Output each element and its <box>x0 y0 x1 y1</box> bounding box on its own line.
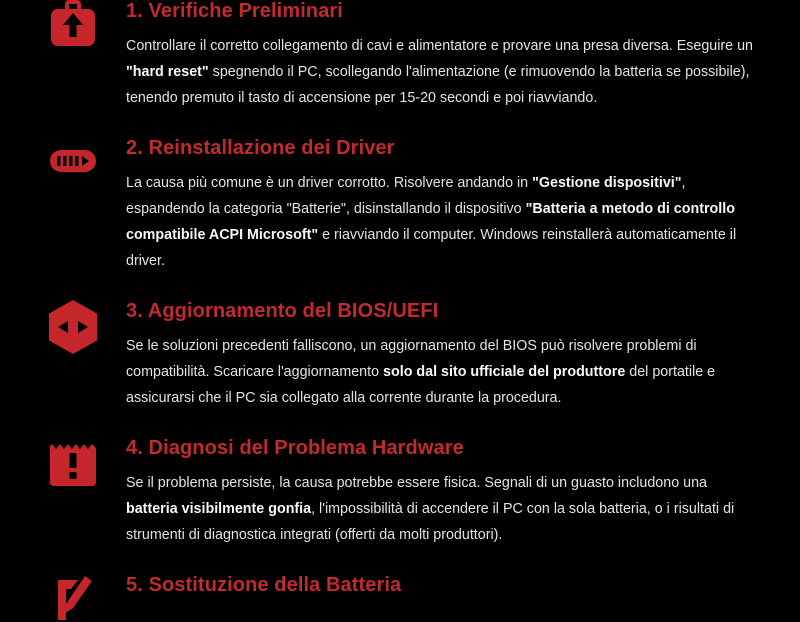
body-line <box>126 496 762 522</box>
section-verifiche-preliminari <box>47 0 800 111</box>
body-line <box>126 85 762 111</box>
chip-hexagon-icon-svg <box>48 300 98 354</box>
bold-text-run: "hard reset" <box>126 64 209 80</box>
section-body <box>126 170 762 274</box>
toolbox-up-arrow-icon-svg <box>50 0 96 46</box>
text-run: , l'impossibilità di accendere il PC con la sola batteria, o i risultati di <box>311 501 735 517</box>
text-run: tenendo premuto il tasto di accensione per 15-20 secondi e poi riavviando. <box>126 90 598 106</box>
text-run: Se il problema persiste, la causa potrebbe essere fisica. Segnali di un guasto includono una <box>126 475 707 491</box>
body-line <box>126 59 762 85</box>
bold-text-run: compatibile ACPI Microsoft" <box>126 227 319 243</box>
body-line <box>126 470 762 496</box>
body-line <box>126 222 762 248</box>
body-line <box>126 522 762 548</box>
section-sostituzione-batteria <box>47 574 800 622</box>
battery-icon <box>47 137 99 185</box>
body-line <box>126 385 762 411</box>
battery-icon-svg <box>49 137 97 185</box>
chip-hexagon-icon <box>47 300 99 348</box>
bold-text-run: batteria visibilmente gonfia <box>126 501 312 517</box>
section-title: 4. Diagnosi del Problema Hardware <box>126 437 464 459</box>
text-run: spegnendo il PC, scollegando l'alimentazione (e rimuovendo la batteria se possibile), <box>208 64 750 80</box>
body-line <box>126 333 762 359</box>
text-run: , <box>681 175 686 191</box>
battery-replace-edit-icon-svg <box>50 574 96 620</box>
text-run: La causa più comune è un driver corrotto. Risolvere andando in <box>126 175 533 191</box>
bold-text-run: solo dal sito ufficiale del produttore <box>383 364 626 380</box>
bold-text-run: "Batteria a metodo di controllo <box>525 201 735 217</box>
battery-replace-edit-icon <box>47 574 99 622</box>
text-run: del portatile e <box>625 364 716 380</box>
text-run: Controllare il corretto collegamento di cavi e alimentatore e provare una presa diversa. Eseguire un <box>126 38 754 54</box>
section-title: 5. Sostituzione della Batteria <box>126 574 402 596</box>
section-diagnosi-hardware <box>47 437 800 548</box>
toolbox-up-arrow-icon <box>47 0 99 48</box>
section-body <box>126 470 762 548</box>
torn-ticket-alert-icon <box>47 437 99 485</box>
bold-text-run: "Gestione dispositivi" <box>532 175 682 191</box>
text-run: driver. <box>126 253 165 269</box>
body-line <box>126 359 762 385</box>
text-run: assicurarsi che il PC sia collegato alla corrente durante la procedura. <box>126 390 562 406</box>
section-aggiornamento-bios <box>47 300 800 411</box>
section-title: 1. Verifiche Preliminari <box>126 0 343 22</box>
section-body <box>126 33 762 111</box>
text-run: compatibilità. Scaricare l'aggiornamento <box>126 364 384 380</box>
body-line <box>126 170 762 196</box>
body-line <box>126 196 762 222</box>
section-body <box>126 333 762 411</box>
section-title: 3. Aggiornamento del BIOS/UEFI <box>126 300 439 322</box>
text-run: strumenti di diagnostica integrati (offerti da molti produttori). <box>126 527 503 543</box>
body-line <box>126 33 762 59</box>
text-run: Se le soluzioni precedenti falliscono, un aggiornamento del BIOS può risolvere problemi di <box>126 338 697 354</box>
torn-ticket-alert-icon-svg <box>48 437 98 487</box>
text-run: e riavviando il computer. Windows reinstallerà automaticamente il <box>318 227 737 243</box>
text-run: espandendo la categoria "Batterie", disinstallando il dispositivo <box>126 201 526 217</box>
section-reinstallazione-driver <box>47 137 800 274</box>
body-line <box>126 248 762 274</box>
section-title: 2. Reinstallazione dei Driver <box>126 137 395 159</box>
